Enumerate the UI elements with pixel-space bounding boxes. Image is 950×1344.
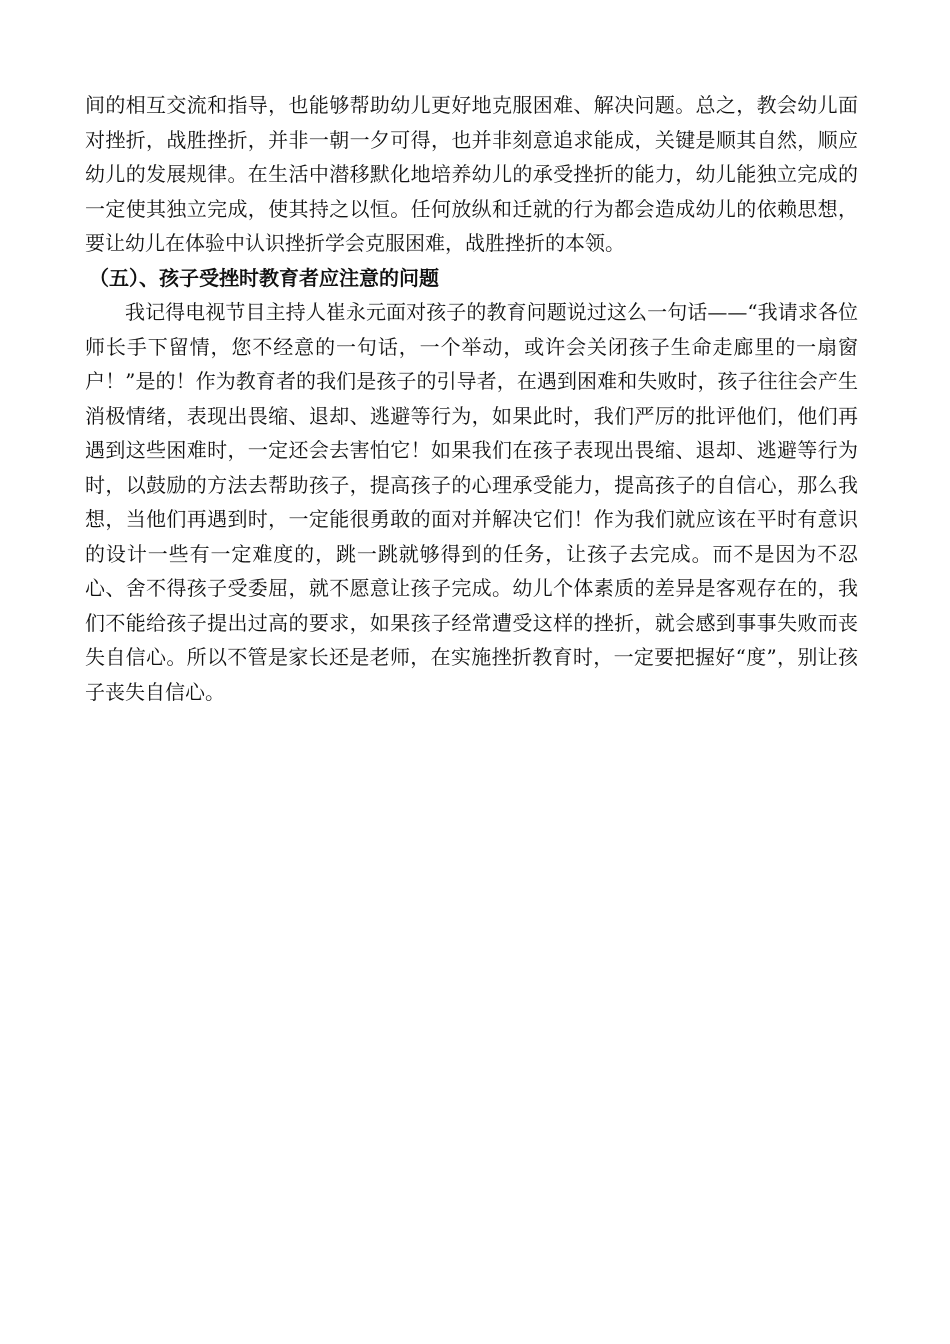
paragraph-body: 我记得电视节目主持人崔永元面对孩子的教育问题说过这么一句话——“我请求各位师长手下留情，您不经意的一句话，一个举动，或许会关闭孩子生命走廊里的一扇窗户！”是的！作为教育者的我们是孩子的引导者，在遇到困难和失败时，孩子往往会产生消极情绪，表现出畏缩、退却、逃避等行为，如果此时，我们严厉的批评他们，他们再遇到这些困难时，一定还会去害怕它！如果我们在孩子表现出畏缩、退却、逃避等行为时，以鼓励的方法去帮助孩子，提高孩子的心理承受能力，提高孩子的自信心，那么我想，当他们再遇到时，一定能很勇敢的面对并解决它们！作为我们就应该在平时有意识的设计一些有一定难度的，跳一跳就够得到的任务，让孩子去完成。而不是因为不忍心、舍不得孩子受委屈，就不愿意让孩子完成。幼儿个体素质的差异是客观存在的，我们不能给孩子提出过高的要求，如果孩子经常遭受这样的挫折，就会感到事事失败而丧失自信心。所以不管是家长还是老师，在实施挫折教育时，一定要把握好“度”，别让孩子丧失自信心。 <box>85 300 858 704</box>
section-heading: （五）、孩子受挫时教育者应注意的问题 <box>89 265 439 290</box>
document-page <box>85 88 858 709</box>
paragraph-continuation: 间的相互交流和指导，也能够帮助幼儿更好地克服困难、解决问题。总之，教会幼儿面对挫折，战胜挫折，并非一朝一夕可得，也并非刻意追求能成，关键是顺其自然，顺应幼儿的发展规律。在生活中潜移默化地培养幼儿的承受挫折的能力，幼儿能独立完成的一定使其独立完成，使其持之以恒。任何放纵和迁就的行为都会造成幼儿的依赖思想，要让幼儿在体验中认识挫折学会克服困难，战胜挫折的本领。 <box>85 93 858 255</box>
